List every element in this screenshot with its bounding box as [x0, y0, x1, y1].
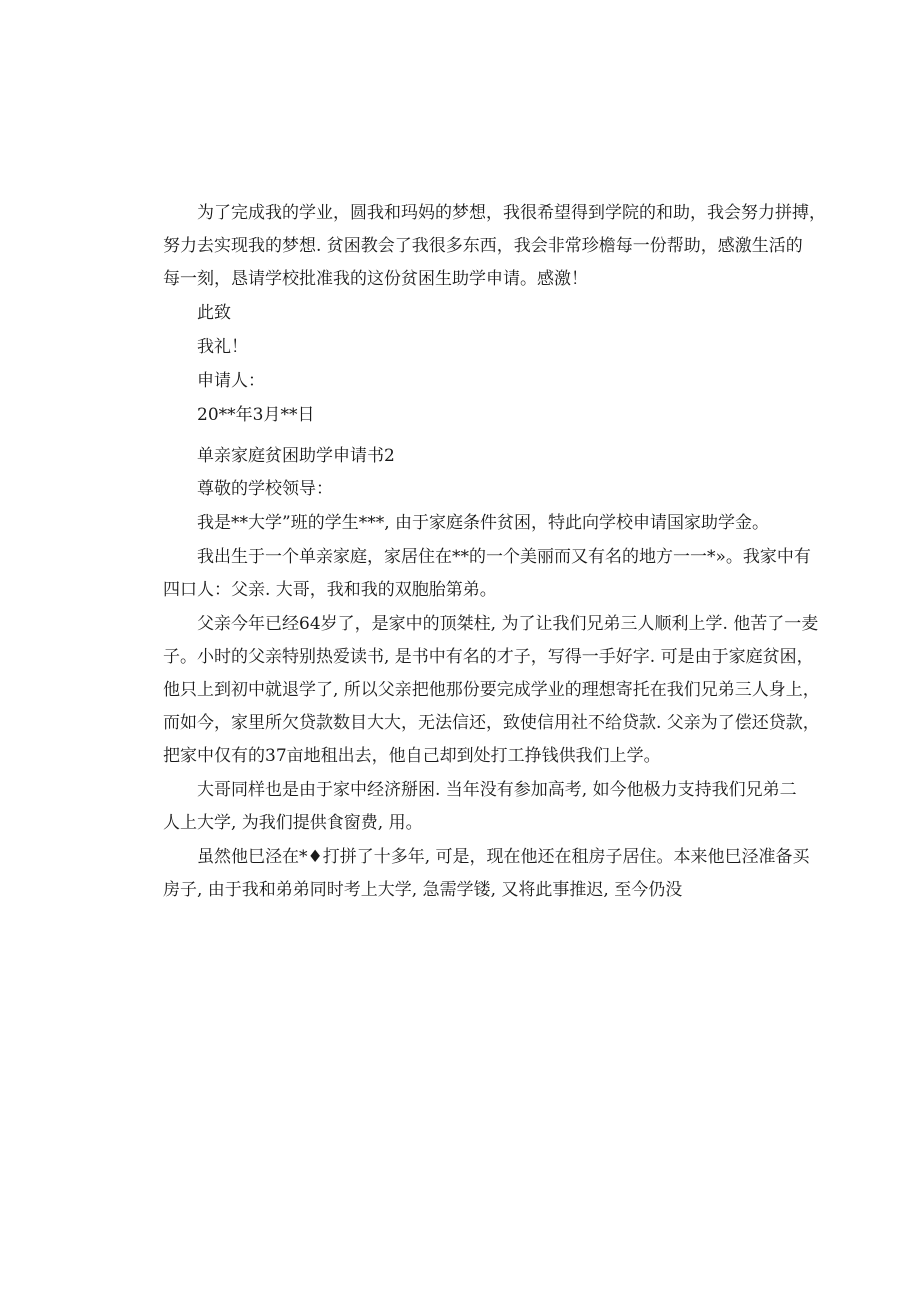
- text-line: 大哥同样也是由于家中经济掰困. 当年没有参加高考, 如今他极力支持我们兄弟二: [197, 780, 797, 800]
- paragraph-4: [163, 774, 797, 839]
- text-line: 虽然他巳泾在*♦打拼了十多年, 可是，现在他还在租房子居住。本来他巳泾准备买: [197, 847, 810, 867]
- closing-line-1: 此致: [197, 303, 231, 323]
- text-line: 把家中仅有的37亩地租出去，他自己却到处打工挣钱供我们上学。: [163, 746, 661, 766]
- section-title: 单亲家庭贫困助学申请书2: [197, 446, 395, 466]
- applicant-label: 申请人：: [197, 371, 265, 391]
- text-line: 子。小时的父亲特别热爱读书, 是书中有名的才子，写得一手好字. 可是由于家庭贫困，: [163, 647, 814, 667]
- text-line: 而如今，家里所欠贷款数目大大，无法信还，致使信用社不给贷款. 父亲为了偿还贷款，: [163, 713, 820, 733]
- intro-paragraph: [163, 197, 826, 295]
- text-line: 每一刻，恳请学校批准我的这份贫困生助学申请。感激！: [163, 269, 588, 289]
- text-line: 四口人：父亲. 大哥，我和我的双胞胎第弟。: [163, 580, 497, 600]
- text-line: 他只上到初中就退学了, 所以父亲把他那份要完成学业的理想寄托在我们兄弟三人身上，: [163, 680, 820, 700]
- paragraph-5: [163, 841, 810, 906]
- text-line: 父亲今年已经64岁了，是家中的顶桀柱, 为了让我们兄弟三人顺利上学. 他苦了一麦: [197, 614, 819, 634]
- text-line: 房子, 由于我和弟弟同时考上大学, 急需学镂, 又将此事推迟, 至今仍没: [163, 880, 683, 900]
- text-line: 我是**大学”班的学生***, 由于家庭条件贫困，特此向学校申请国家助学金。: [197, 513, 769, 533]
- text-line: 我出生于一个单亲家庭，家居住在**的一个美丽而又有名的地方一一*»。我家中有: [197, 547, 811, 567]
- date-line: 20**年3月**日: [197, 405, 315, 425]
- paragraph-3: [163, 608, 820, 772]
- text-line: 努力去实现我的梦想. 贫困教会了我很多东西，我会非常珍檐每一份帮助，感激生活的: [163, 236, 803, 256]
- text-line: 为了完成我的学业，圆我和玛妈的梦想，我很希望得到学院的和助，我会努力拼搏，: [197, 203, 826, 223]
- document-body: [163, 197, 826, 906]
- closing-line-2: 我礼！: [197, 337, 248, 357]
- paragraph-1: [163, 507, 769, 539]
- text-line: 人上大学, 为我们提供食窗费, 用。: [163, 813, 423, 833]
- salutation: 尊敬的学校领导：: [197, 479, 333, 499]
- paragraph-2: [163, 541, 811, 606]
